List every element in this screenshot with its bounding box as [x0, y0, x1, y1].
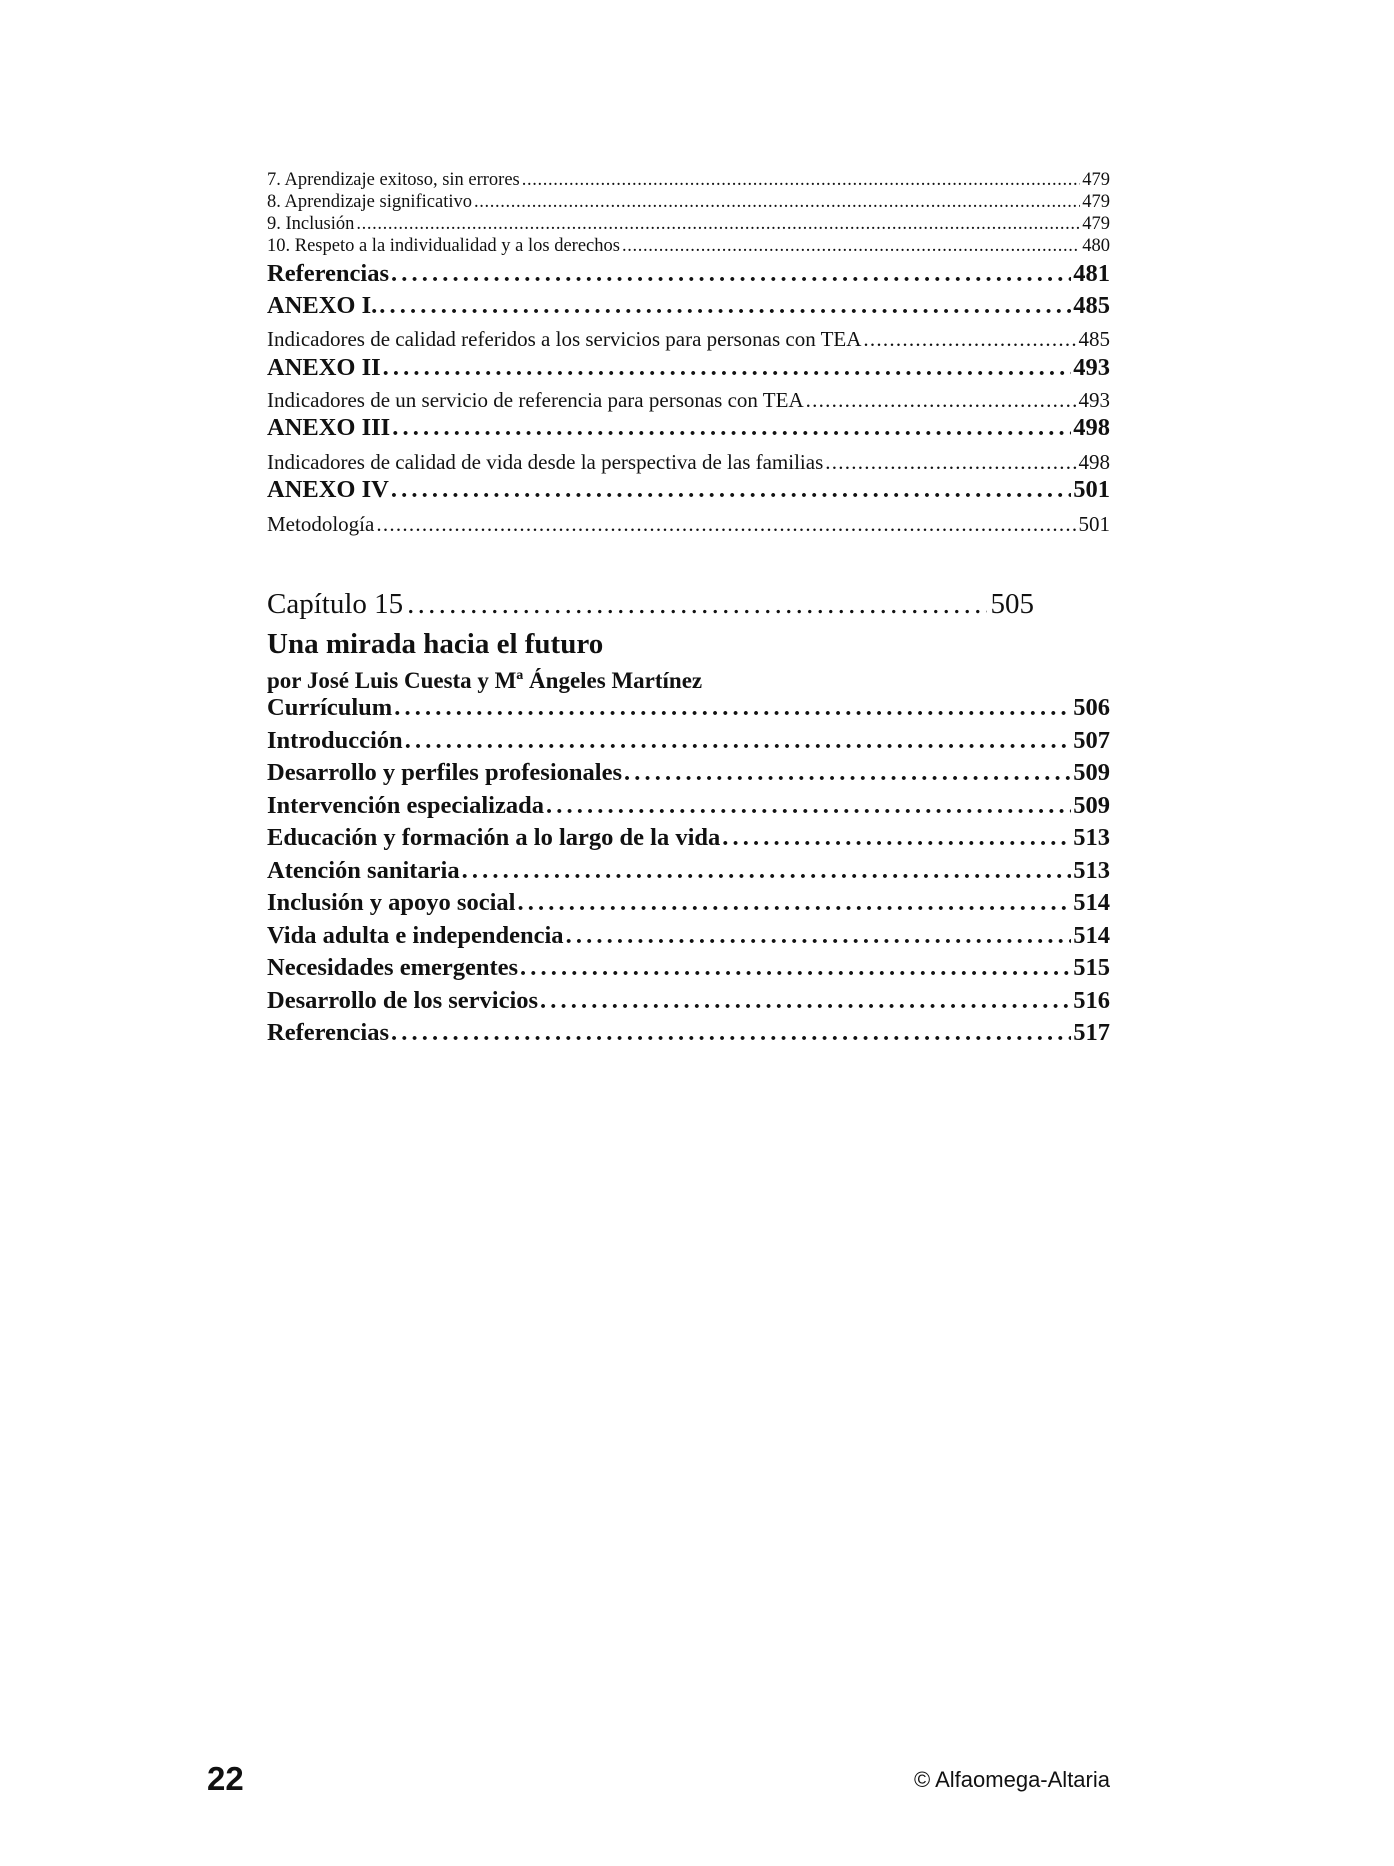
toc-entry-label: Inclusión y apoyo social: [267, 889, 516, 916]
toc-entry-page-number: 501: [1073, 476, 1110, 503]
toc-entry-page-number: 498: [1073, 414, 1110, 441]
toc-entry-page-number: 509: [1073, 791, 1110, 819]
toc-entry-inclusion-y-apoyo-social: [267, 889, 1110, 921]
leader-dots: [825, 450, 1076, 475]
toc-entry-page-number: 480: [1082, 236, 1110, 256]
toc-entry-page-number: 513: [1073, 824, 1110, 851]
toc-entry-atencion-sanitaria: [267, 857, 1110, 889]
toc-entry-label: Vida adulta e independencia: [267, 921, 564, 949]
toc-entry-page-number: 507: [1073, 726, 1110, 754]
toc-entry-page-number: 479: [1082, 192, 1110, 212]
leader-dots: [379, 292, 1071, 320]
toc-entry-label: ANEXO IV: [267, 476, 389, 503]
toc-entry-label: Metodología: [267, 512, 375, 536]
toc-entry-page-number: 479: [1082, 170, 1110, 190]
toc-entry-page-number: 481: [1073, 260, 1110, 287]
leader-dots: [566, 922, 1072, 950]
toc-entry-label: Educación y formación a lo largo de la vida: [267, 824, 721, 851]
toc-entry-page-number: 514: [1073, 889, 1110, 916]
leader-dots: [462, 857, 1072, 885]
toc-entry-anexo-i: [267, 292, 1110, 324]
toc-entry-intervencion-especializada: [267, 792, 1110, 824]
toc-entry-vida-adulta-e-independencia: [267, 922, 1110, 954]
toc-entry-page-number: 515: [1073, 954, 1110, 981]
toc-entry-label: ANEXO III: [267, 414, 391, 441]
toc-entry-label: Currículum: [267, 694, 393, 721]
toc-entry-label: Atención sanitaria: [267, 856, 460, 884]
toc-entry-referencias: [267, 1019, 1110, 1051]
toc-entry-label: Introducción: [267, 726, 403, 754]
chapter-label: Capítulo 15: [267, 588, 404, 620]
toc-entry-referencias: [267, 260, 1110, 292]
toc-entry-page-number: 485: [1078, 327, 1110, 351]
chapter-heading-row: [267, 588, 1034, 628]
toc-entry-page-number: 517: [1073, 1019, 1110, 1046]
toc-entry-page-number: 479: [1082, 214, 1110, 234]
toc-entry-page-number: 516: [1073, 986, 1110, 1014]
leader-dots: [624, 759, 1071, 787]
toc-entry-page-number: 501: [1078, 512, 1110, 536]
toc-entry-label: Referencias: [267, 260, 389, 287]
leader-dots: [391, 260, 1071, 288]
toc-entry-curriculum: [267, 694, 1110, 726]
toc-entry-label: Desarrollo de los servicios: [267, 986, 539, 1014]
leader-dots: [376, 512, 1076, 537]
leader-dots: [540, 987, 1071, 1015]
toc-entry-anexo-ii: [267, 354, 1110, 386]
leader-dots: [405, 727, 1072, 755]
toc-entry-label: Necesidades emergentes: [267, 954, 519, 981]
toc-entry-label: Indicadores de calidad referidos a los servicios para personas con TEA: [267, 327, 862, 351]
toc-entry-label: Indicadores de un servicio de referencia para personas con TEA: [267, 388, 804, 412]
leader-dots: [394, 694, 1071, 722]
toc-entry-desarrollo-de-los-servicios: [267, 987, 1110, 1019]
leader-dots: [356, 214, 1080, 235]
toc-entry-label: ANEXO II: [267, 354, 381, 381]
toc-entry-label: Referencias: [267, 1019, 389, 1046]
leader-dots: [391, 476, 1071, 504]
leader-dots: [474, 192, 1080, 213]
toc-entry-label: 8. Aprendizaje significativo: [267, 192, 472, 212]
toc-entry-page-number: 485: [1073, 292, 1110, 319]
toc-entry-necesidades-emergentes: [267, 954, 1110, 986]
toc-entry-label: 10. Respeto a la individualidad y a los derechos: [267, 236, 620, 256]
toc-entry-label: Intervención especializada: [267, 791, 544, 819]
leader-dots: [546, 792, 1071, 820]
toc-entry-10-respeto-a-la-individualidad-y-a-los-derechos: [267, 236, 1110, 262]
toc-entry-desarrollo-y-perfiles-profesionales: [267, 759, 1110, 791]
leader-dots: [806, 388, 1077, 413]
toc-entry-page-number: 514: [1073, 921, 1110, 949]
chapter-page-number: 505: [990, 588, 1034, 620]
toc-entry-label: Desarrollo y perfiles profesionales: [267, 759, 622, 786]
page-number: 22: [207, 1760, 244, 1797]
toc-entry-label: Indicadores de calidad de vida desde la perspectiva de las familias: [267, 450, 824, 474]
leader-dots: [383, 354, 1072, 382]
toc-entry-page-number: 498: [1078, 450, 1110, 474]
leader-dots: [622, 236, 1080, 257]
toc-entry-metodologia: [267, 512, 1110, 543]
toc-entry-introduccion: [267, 727, 1110, 759]
toc-entry-educacion-y-formacion-a-lo-largo-de-la-vida: [267, 824, 1110, 856]
chapter-author: por José Luis Cuesta y Mª Ángeles Martínez: [267, 668, 703, 693]
leader-dots: [391, 1019, 1071, 1047]
toc-entry-page-number: 493: [1073, 354, 1110, 381]
leader-dots: [407, 588, 986, 621]
toc-entry-page-number: 513: [1073, 856, 1110, 884]
leader-dots: [520, 954, 1071, 982]
toc-entry-anexo-iv: [267, 476, 1110, 508]
toc-entry-label: ANEXO I.: [267, 292, 378, 319]
leader-dots: [722, 824, 1071, 852]
toc-entry-page-number: 493: [1078, 388, 1110, 412]
toc-entry-anexo-iii: [267, 414, 1110, 446]
leader-dots: [392, 414, 1071, 442]
toc-entry-page-number: 506: [1073, 694, 1110, 721]
toc-entry-page-number: 509: [1073, 759, 1110, 786]
chapter-title: Una mirada hacia el futuro: [267, 628, 604, 660]
leader-dots: [863, 327, 1076, 352]
leader-dots: [517, 889, 1071, 917]
leader-dots: [522, 170, 1080, 191]
copyright-notice: © Alfaomega-Altaria: [914, 1767, 1110, 1792]
toc-entry-label: 7. Aprendizaje exitoso, sin errores: [267, 170, 520, 190]
toc-entry-label: 9. Inclusión: [267, 214, 355, 234]
